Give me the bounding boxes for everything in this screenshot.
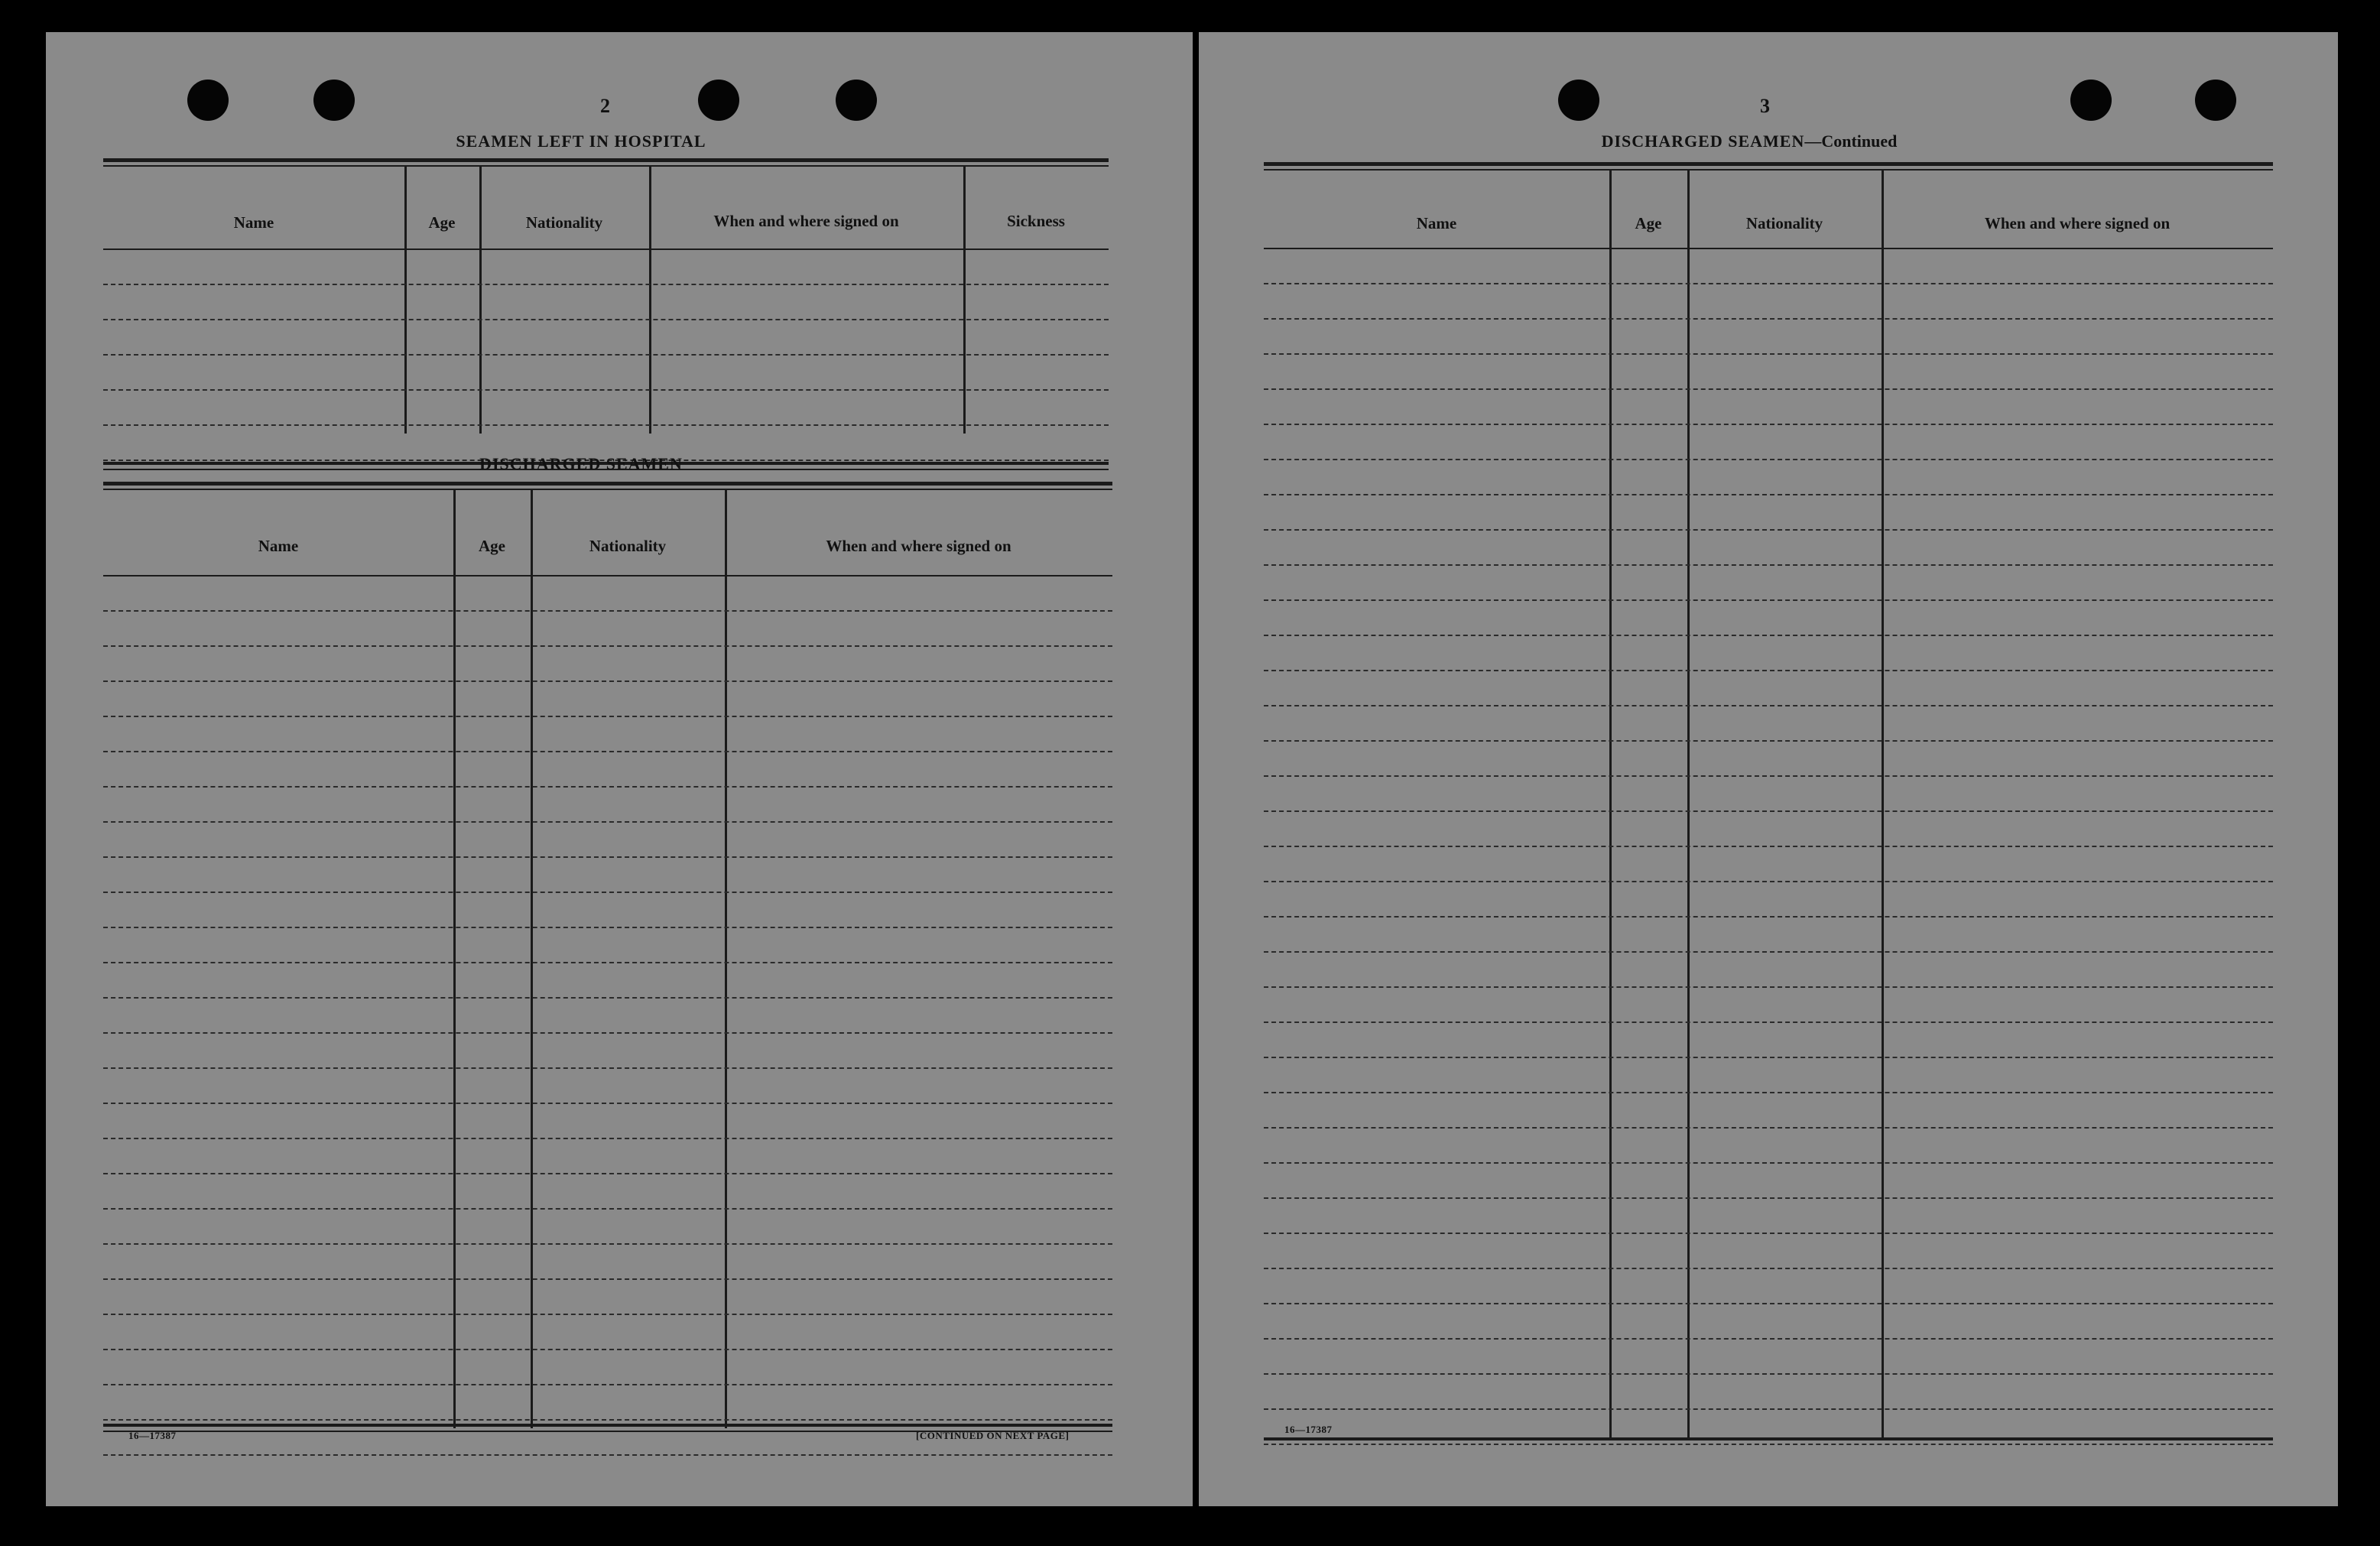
discharged-table [103,482,1112,1422]
table-row [1264,881,2273,882]
table-row [103,1278,1112,1280]
table-row [1264,318,2273,320]
table-row [103,751,1112,752]
table-row [1264,810,2273,812]
punch-hole [2195,80,2236,121]
punch-hole [836,80,877,121]
table-row [103,927,1112,928]
column-when-where: When and where signed on [713,212,899,230]
table-row [1264,740,2273,742]
punch-hole [313,80,355,121]
table-row [1264,1268,2273,1269]
continued-note: [CONTINUED ON NEXT PAGE] [916,1430,1070,1441]
table-row [103,1138,1112,1139]
table-row [1264,1197,2273,1199]
table-row [103,284,1109,285]
punch-hole [2070,80,2112,121]
column-nationality: Nationality [1745,214,1823,232]
table-row [1264,1127,2273,1129]
table-row [1264,599,2273,601]
punch-hole [1558,80,1599,121]
form-number: 16—17387 [1284,1424,1333,1435]
table-row [1264,1444,2273,1445]
page-number: 3 [1760,95,1770,117]
table-row [1264,1162,2273,1164]
table-row [103,1349,1112,1350]
hospital-title: SEAMEN LEFT IN HOSPITAL [456,132,706,151]
table-row [1264,916,2273,918]
column-nationality: Nationality [589,537,667,555]
table-row [1264,388,2273,390]
table-row [103,680,1112,682]
table-row [103,786,1112,788]
table-row [1264,424,2273,425]
column-sickness: Sickness [1007,212,1065,230]
column-name: Name [233,213,274,232]
table-row [1264,1373,2273,1375]
right-page [1199,32,2338,1506]
table-row [103,1067,1112,1069]
table-row [1264,283,2273,284]
discharged-continued-title: DISCHARGED SEAMEN—Continued [1601,132,1898,151]
table-row [103,892,1112,893]
table-row [1264,494,2273,495]
discharged-continued-table [1264,162,2273,1439]
column-age: Age [428,213,456,232]
column-nationality: Nationality [525,213,603,232]
punch-hole [698,80,739,121]
table-row [1264,1408,2273,1410]
table-row [1264,846,2273,847]
table-row [103,716,1112,717]
table-row [1264,951,2273,953]
table-row [1264,353,2273,355]
table-row [1264,986,2273,988]
table-row [1264,459,2273,460]
table-row [1264,775,2273,777]
table-row [103,1103,1112,1104]
table-row [1264,529,2273,531]
table-row [1264,1021,2273,1023]
column-name: Name [258,537,299,555]
punch-hole [187,80,229,121]
hospital-table [103,158,1109,464]
table-row [103,1454,1112,1456]
form-number: 16—17387 [128,1430,177,1441]
table-row [103,1419,1112,1421]
table-row [1264,705,2273,706]
table-row [103,389,1109,391]
table-row [1264,1233,2273,1234]
column-age: Age [1635,214,1662,232]
table-row [1264,564,2273,566]
table-row [103,354,1109,356]
table-row [103,1314,1112,1315]
column-name: Name [1416,214,1457,232]
table-row [103,1032,1112,1034]
table-row [103,962,1112,963]
table-row [103,1208,1112,1210]
table-row [103,821,1112,823]
table-row [103,856,1112,858]
table-row [1264,1092,2273,1093]
table-row [103,424,1109,426]
column-age: Age [479,537,505,555]
left-page [46,32,1193,1506]
column-when-where: When and where signed on [826,537,1011,555]
table-row [1264,635,2273,636]
table-row [103,319,1109,320]
table-row [103,1384,1112,1385]
column-when-where: When and where signed on [1984,214,2171,232]
table-row [1264,1303,2273,1304]
table-row [1264,1338,2273,1340]
page-number: 2 [600,95,610,117]
table-row [103,610,1112,612]
table-row [1264,1057,2273,1058]
table-row [1264,670,2273,671]
table-row [103,1243,1112,1245]
table-row [103,645,1112,647]
table-row [103,997,1112,999]
table-row [103,1173,1112,1174]
discharged-title: DISCHARGED SEAMEN [479,454,683,473]
